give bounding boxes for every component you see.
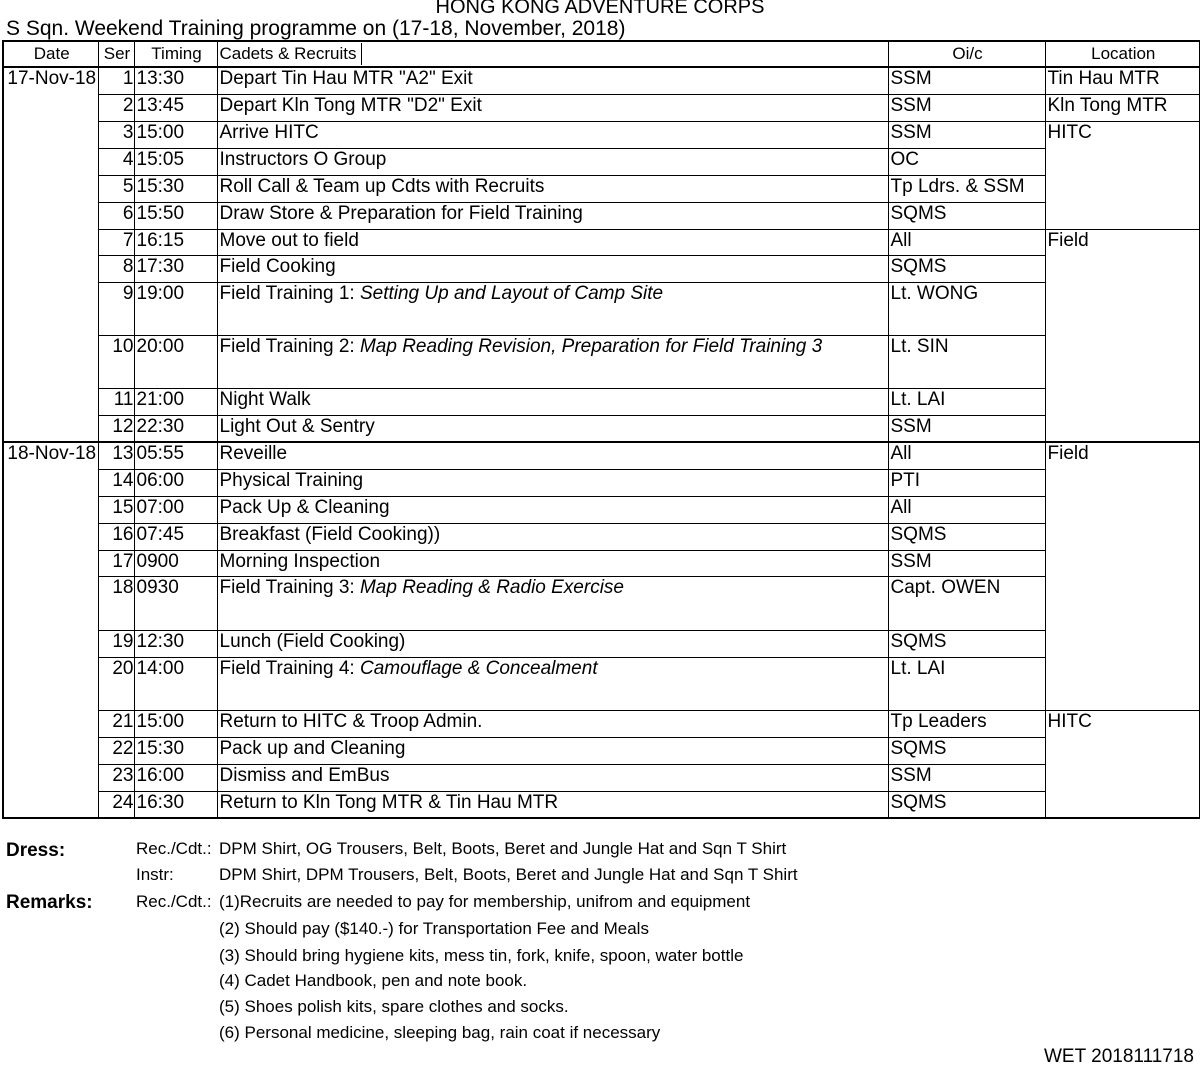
table-row	[3, 67, 1200, 94]
activity-text: Field Training 2:	[219, 335, 360, 357]
ser-cell: 11	[98, 388, 134, 415]
dress-text: DPM Shirt, DPM Trousers, Belt, Boots, Beret and Jungle Hat and Sqn T Shirt	[219, 865, 798, 884]
remark-item: (5) Shoes polish kits, spare clothes and socks.	[219, 997, 569, 1016]
table-row	[3, 148, 1200, 175]
activity-cell: Return to HITC & Troop Admin.	[217, 710, 888, 737]
table-row	[3, 335, 1200, 388]
oic-cell: Tp Leaders	[888, 710, 1045, 737]
table-row	[3, 175, 1200, 202]
oic-cell: Lt. SIN	[888, 335, 1045, 388]
ser-cell: 13	[98, 442, 134, 469]
table-row	[3, 94, 1200, 121]
timing-cell: 05:55	[134, 442, 217, 469]
activity-cell: Roll Call & Team up Cdts with Recruits	[217, 175, 888, 202]
table-row	[3, 550, 1200, 576]
activity-cell: Physical Training	[217, 469, 888, 496]
table-row	[3, 388, 1200, 415]
activity-text: Field Training 4:	[219, 657, 360, 679]
oic-cell: OC	[888, 148, 1045, 175]
oic-cell: SQMS	[888, 202, 1045, 229]
oic-cell: SSM	[888, 94, 1045, 121]
activity-cell: Dismiss and EmBus	[217, 764, 888, 791]
activity-detail: Camouflage & Concealment	[359, 657, 598, 679]
timing-cell: 15:50	[134, 202, 217, 229]
activity-detail: Map Reading & Radio Exercise	[359, 576, 624, 598]
remark-item: (2) Should pay ($140.-) for Transportation Fee and Meals	[219, 919, 649, 938]
activity-cell: Field Cooking	[217, 255, 888, 282]
activity-cell: Light Out & Sentry	[217, 415, 888, 442]
ser-cell: 15	[98, 496, 134, 523]
activity-cell: Move out to field	[217, 229, 888, 255]
dress-label: Dress:	[6, 840, 66, 861]
table-row	[3, 442, 1200, 469]
ser-cell: 21	[98, 710, 134, 737]
table-row	[3, 469, 1200, 496]
table-row	[3, 121, 1200, 148]
activity-cell: Lunch (Field Cooking)	[217, 630, 888, 657]
oic-cell: Tp Ldrs. & SSM	[888, 175, 1045, 202]
oic-cell: All	[888, 442, 1045, 469]
activity-cell	[217, 282, 888, 335]
timing-cell: 20:00	[134, 335, 217, 388]
table-row	[3, 255, 1200, 282]
remarks-who: Rec./Cdt.:	[136, 892, 212, 911]
timing-cell: 07:00	[134, 496, 217, 523]
ser-cell: 17	[98, 550, 134, 576]
oic-cell: SSM	[888, 67, 1045, 94]
timing-cell: 15:00	[134, 121, 217, 148]
location-cell: HITC	[1045, 710, 1200, 818]
activity-cell: Instructors O Group	[217, 148, 888, 175]
ser-cell: 5	[98, 175, 134, 202]
document-reference: WET 2018111718	[1044, 1046, 1194, 1067]
ser-cell: 19	[98, 630, 134, 657]
dress-who: Instr:	[136, 865, 174, 884]
oic-cell: Lt. WONG	[888, 282, 1045, 335]
timing-cell: 15:30	[134, 175, 217, 202]
oic-cell: SSM	[888, 764, 1045, 791]
col-header-ser: Ser	[98, 41, 134, 67]
oic-cell: Capt. OWEN	[888, 576, 1045, 630]
col-header-timing: Timing	[134, 41, 217, 67]
activity-cell	[217, 657, 888, 710]
table-row	[3, 764, 1200, 791]
timing-cell: 0900	[134, 550, 217, 576]
timing-cell: 15:00	[134, 710, 217, 737]
schedule-table	[2, 40, 1200, 819]
activity-text: Field Training 1:	[219, 282, 360, 304]
ser-cell: 22	[98, 737, 134, 764]
timing-cell: 06:00	[134, 469, 217, 496]
activity-cell: Pack Up & Cleaning	[217, 496, 888, 523]
dress-text: DPM Shirt, OG Trousers, Belt, Boots, Beret and Jungle Hat and Sqn T Shirt	[219, 839, 787, 858]
location-cell: Field	[1045, 229, 1200, 442]
activity-cell: Morning Inspection	[217, 550, 888, 576]
dress-who: Rec./Cdt.:	[136, 839, 212, 858]
date-cell: 18-Nov-18	[3, 442, 98, 818]
timing-cell: 13:30	[134, 67, 217, 94]
oic-cell: SSM	[888, 121, 1045, 148]
oic-cell: PTI	[888, 469, 1045, 496]
ser-cell: 23	[98, 764, 134, 791]
timing-cell: 19:00	[134, 282, 217, 335]
col-header-location: Location	[1045, 41, 1200, 67]
table-row	[3, 791, 1200, 818]
activity-text: Field Training 3:	[219, 576, 360, 598]
timing-cell: 22:30	[134, 415, 217, 442]
table-row	[3, 737, 1200, 764]
oic-cell: Lt. LAI	[888, 657, 1045, 710]
timing-cell: 21:00	[134, 388, 217, 415]
timing-cell: 16:30	[134, 791, 217, 818]
table-row	[3, 576, 1200, 630]
activity-cell: Return to Kln Tong MTR & Tin Hau MTR	[217, 791, 888, 818]
activity-detail: Setting Up and Layout of Camp Site	[359, 282, 664, 304]
ser-cell: 7	[98, 229, 134, 255]
location-cell: Field	[1045, 442, 1200, 710]
ser-cell: 4	[98, 148, 134, 175]
activity-cell: Arrive HITC	[217, 121, 888, 148]
ser-cell: 9	[98, 282, 134, 335]
table-row	[3, 282, 1200, 335]
org-title: HONG KONG ADVENTURE CORPS	[435, 0, 765, 18]
remark-item: (4) Cadet Handbook, pen and note book.	[219, 971, 528, 990]
activity-cell: Depart Kln Tong MTR "D2" Exit	[217, 94, 888, 121]
ser-cell: 24	[98, 791, 134, 818]
activity-cell: Depart Tin Hau MTR "A2" Exit	[217, 67, 888, 94]
activity-cell: Draw Store & Preparation for Field Training	[217, 202, 888, 229]
oic-cell: SSM	[888, 415, 1045, 442]
ser-cell: 1	[98, 67, 134, 94]
table-row	[3, 415, 1200, 442]
col-header-date: Date	[3, 41, 98, 67]
activity-cell	[217, 335, 888, 388]
ser-cell: 14	[98, 469, 134, 496]
ser-cell: 8	[98, 255, 134, 282]
activity-detail: Map Reading Revision, Preparation for Field Training 3	[359, 335, 823, 357]
ser-cell: 20	[98, 657, 134, 710]
activity-cell: Night Walk	[217, 388, 888, 415]
col-header-cadets-label: Cadets & Recruits	[220, 43, 362, 65]
location-cell: Tin Hau MTR	[1045, 67, 1200, 94]
table-row	[3, 496, 1200, 523]
table-header-row	[3, 41, 1200, 67]
activity-cell: Pack up and Cleaning	[217, 737, 888, 764]
timing-cell: 07:45	[134, 523, 217, 550]
location-cell: Kln Tong MTR	[1045, 94, 1200, 121]
ser-cell: 2	[98, 94, 134, 121]
table-row	[3, 630, 1200, 657]
oic-cell: SQMS	[888, 630, 1045, 657]
ser-cell: 6	[98, 202, 134, 229]
remarks-label: Remarks:	[6, 892, 93, 913]
timing-cell: 16:15	[134, 229, 217, 255]
timing-cell: 15:05	[134, 148, 217, 175]
remark-item: (6) Personal medicine, sleeping bag, rain coat if necessary	[219, 1023, 661, 1042]
ser-cell: 10	[98, 335, 134, 388]
oic-cell: All	[888, 229, 1045, 255]
remark-item: (3) Should bring hygiene kits, mess tin, fork, knife, spoon, water bottle	[219, 946, 744, 965]
oic-cell: SQMS	[888, 791, 1045, 818]
programme-subtitle: S Sqn. Weekend Training programme on (17-18, November, 2018)	[6, 17, 626, 40]
table-row	[3, 523, 1200, 550]
timing-cell: 13:45	[134, 94, 217, 121]
oic-cell: SQMS	[888, 523, 1045, 550]
location-cell: HITC	[1045, 121, 1200, 229]
table-row	[3, 710, 1200, 737]
date-cell: 17-Nov-18	[3, 67, 98, 442]
oic-cell: SSM	[888, 550, 1045, 576]
timing-cell: 16:00	[134, 764, 217, 791]
activity-cell: Breakfast (Field Cooking))	[217, 523, 888, 550]
table-row	[3, 657, 1200, 710]
oic-cell: All	[888, 496, 1045, 523]
ser-cell: 18	[98, 576, 134, 630]
table-row	[3, 229, 1200, 255]
remark-item: (1)Recruits are needed to pay for membership, unifrom and equipment	[219, 892, 751, 911]
oic-cell: SQMS	[888, 737, 1045, 764]
timing-cell: 12:30	[134, 630, 217, 657]
timing-cell: 15:30	[134, 737, 217, 764]
timing-cell: 0930	[134, 576, 217, 630]
table-row	[3, 202, 1200, 229]
activity-cell: Reveille	[217, 442, 888, 469]
timing-cell: 14:00	[134, 657, 217, 710]
ser-cell: 16	[98, 523, 134, 550]
timing-cell: 17:30	[134, 255, 217, 282]
col-header-cadets	[217, 41, 888, 67]
oic-cell: SQMS	[888, 255, 1045, 282]
activity-cell	[217, 576, 888, 630]
oic-cell: Lt. LAI	[888, 388, 1045, 415]
col-header-oic: Oi/c	[888, 41, 1045, 67]
ser-cell: 12	[98, 415, 134, 442]
ser-cell: 3	[98, 121, 134, 148]
